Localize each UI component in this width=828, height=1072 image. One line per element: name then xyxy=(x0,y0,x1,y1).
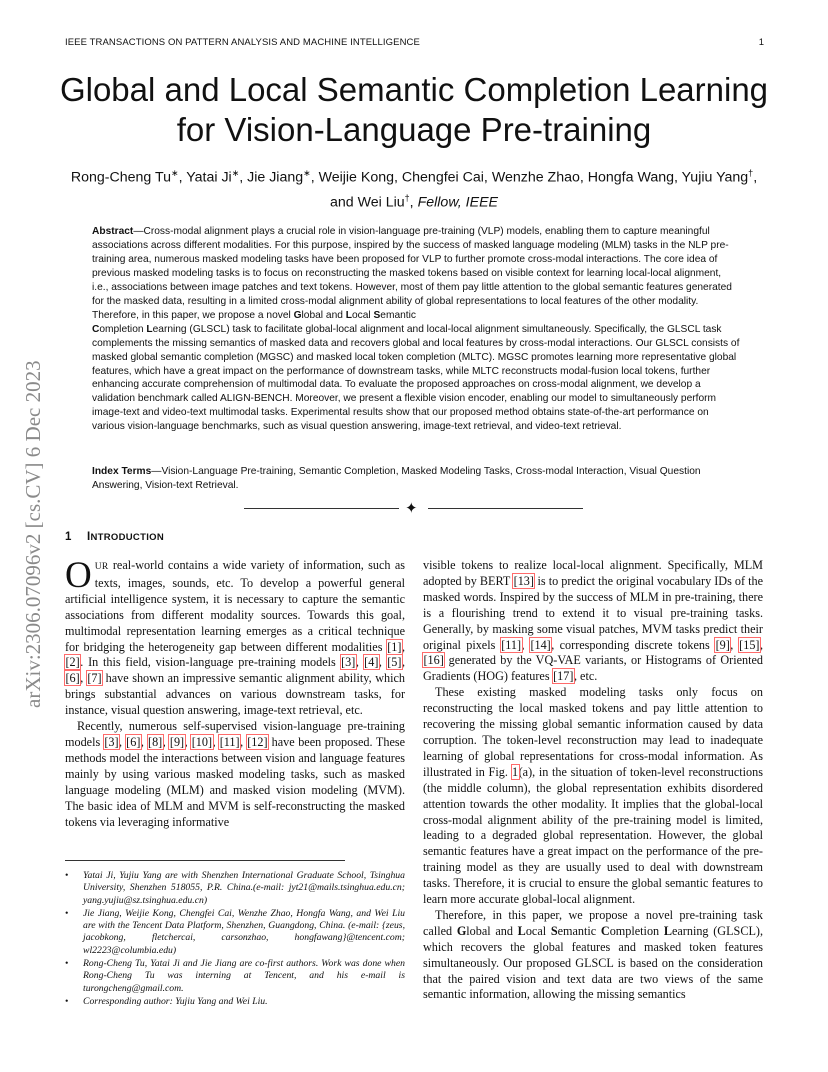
author-liu: and Wei Liu xyxy=(329,194,405,211)
footnote-rule xyxy=(65,860,345,861)
citation-link[interactable]: [5] xyxy=(387,655,402,670)
abstract-text-1: —Cross-modal alignment plays a crucial role in vision-language pre-training (VLP) models, enabling them to capture meaningful associations across different modalities. For this purpose, inspired by the success of masked language modeling (MLM) tasks in the NLP pre-training area, numerous masked modeling tasks have been proposed for VLP to further promote cross-modal interactions. The core idea of previous masked modeling tasks is to focus on reconstructing the masked tokens based on visible context for learning local-local alignment, i.e., associations between image patches and text tokens. However, most of them pay little attention to the global semantic features generated for the masked data, resulting in a limited cross-modal alignment ability of global representations to local features of the other modality. Therefore, in this paper, we propose a novel xyxy=(92,226,732,321)
journal-header: IEEE TRANSACTIONS ON PATTERN ANALYSIS AND MACHINE INTELLIGENCE xyxy=(65,37,420,48)
abstract-word-lobal: lobal and xyxy=(301,309,346,321)
citation-link[interactable]: [3] xyxy=(341,655,356,670)
figure-link[interactable]: 1 xyxy=(512,764,519,779)
footnote-text: Yatai Ji, Yujiu Yang are with Shenzhen International Graduate School, Tsinghua University, Shenzhen 518055, P.R. China.(e-mail: jyt21@mails.tsinghua.edu.cn; yang.yujiu@sz.tsinghua.edu.cn) xyxy=(83,870,405,906)
citation-link[interactable]: [17] xyxy=(553,669,574,684)
author-3: Jie Jiang xyxy=(247,169,304,186)
text-run: lobal and xyxy=(466,923,518,938)
text-run: Therefore, in this paper, we propose a novel pre-training task called xyxy=(423,907,763,938)
citation-link[interactable]: [9] xyxy=(169,734,185,749)
citation-link[interactable]: [15] xyxy=(739,637,760,652)
footnote xyxy=(65,996,405,1008)
footnote-text: Corresponding author: Yujiu Yang and Wei Liu. xyxy=(83,995,268,1007)
small-caps-word: UR xyxy=(94,562,109,572)
left-column xyxy=(65,555,406,830)
bullet: • xyxy=(65,907,69,919)
bold-letter: G xyxy=(456,923,467,938)
text-run: have been proposed. These methods model the interactions between vision and language features mainly by using various masked modeling tasks, such as masked language modeling (MLM) and masked vision modeling (MVM). The basic idea of MLM and MVM is self-reconstructing the masked tokens via leveraging informative xyxy=(65,734,406,829)
drop-cap: O xyxy=(65,555,92,596)
index-terms xyxy=(92,465,740,493)
citation-link[interactable]: [9] xyxy=(715,637,730,652)
text-run: These existing masked modeling tasks only focus on reconstructing the local masked tokens and pay little attention to recovering the missing global semantic information caused by data corruption. The token-level reconstruction may lead to inadequate learning of global representations for cross-modal information. As illustrated in Fig. xyxy=(423,685,763,779)
text-run: earning xyxy=(671,923,709,938)
abstract-word-emantic: emantic xyxy=(380,309,416,321)
intro-paragraph-5 xyxy=(423,908,763,1003)
abstract-letter-le: L xyxy=(146,323,153,335)
abstract-letter-l: L xyxy=(345,309,352,321)
citation-link[interactable]: [10] xyxy=(191,734,213,749)
footnote xyxy=(65,870,405,907)
bold-letter: S xyxy=(550,923,558,938)
bold-letter: L xyxy=(517,923,526,938)
paper-title xyxy=(40,70,788,150)
abstract-text-2: earning (GLSCL) task to facilitate global-local alignment and local-local alignment simultaneously. Specifically, the GLSCL task complements the missing semantics of masked data and recovers global and local features by cross-modal interactions. Our GLSCL consists of masked global semantic completion (MGSC) and masked local token completion (MLTC). MGSC promotes learning more representative global features, which have a great impact on the performance of downstream tasks, while MLTC reconstructs modal-fusion local tokens, further enhancing accurate comprehension of multimodal data. To evaluate the proposed approaches on cross-modal alignment, we develop a validation benchmark called ALIGN-BENCH. Moreover, we present a flexible vision encoder, enabling our model to simultaneously perform image-text and video-text multimodal tasks. Experimental results show that our proposed method obtains state-of-the-art performance on various vision-language benchmarks, such as visual question answering, image-text retrieval, and video-text retrieval. xyxy=(92,323,740,433)
text-run: emantic xyxy=(557,923,601,938)
text-run: have shown an impressive semantic alignment ability, which brings substantial advances on various downstream tasks, for instance, visual question answering, image-text retrieval, etc. xyxy=(65,671,406,718)
text-run: is to predict the original vocabulary IDs of the masked words. Inspired by the success of MLM in pre-training, there is a flourishing trend to extend it to visual pre-training tasks. Generally, by masking some visual patches, MVM tasks predict their original pixels xyxy=(423,573,763,652)
page-number: 1 xyxy=(758,37,764,48)
footnotes xyxy=(65,870,405,1009)
abstract xyxy=(92,225,740,434)
citation-link[interactable]: [6] xyxy=(65,671,80,686)
intro-paragraph-2: Recently, numerous self-supervised vision-language pre-training models [3], [6], [8], [9], [10], [11], [12] have been proposed. These methods model the interactions between vision and language features mainly by using various masked modeling tasks, such as masked language modeling (MLM) and masked vision modeling (MVM). The basic idea of MLM and MVM is self-reconstructing the masked tokens via leveraging informative xyxy=(65,719,406,829)
index-terms-label: Index Terms xyxy=(92,466,152,477)
text-run: (GLSCL), which recovers the global features and masked token features simultaneously. Our proposed GLSCL is based on the consideration that the paired vision and text data are two views of the same semantic information, allowing the missing semantics xyxy=(423,923,763,1002)
text-run: real-world contains a wide variety of information, such as texts, images, sounds, etc. To develop a powerful general artificial intelligence system, it is necessary to capture the semantic associations from different modality sources. Towards this goal, multimodal representation learning emerges as a critical technique for bridging the heterogeneity gap between different modalities xyxy=(65,558,405,654)
separator-diamond: ✦ xyxy=(405,499,418,517)
citation-link[interactable]: [16] xyxy=(423,653,444,668)
footnote xyxy=(65,908,405,957)
author-yang: Yang xyxy=(716,169,749,186)
text-run: ompletion xyxy=(609,923,664,938)
separator-left xyxy=(244,508,399,509)
citation-link[interactable]: [13] xyxy=(513,573,534,588)
text-run: , corresponding discrete tokens xyxy=(551,637,716,652)
citation-link[interactable]: [11] xyxy=(219,734,240,749)
arxiv-watermark xyxy=(18,290,48,710)
footnote-text: Rong-Cheng Tu, Yatai Ji and Jie Jiang are co-first authors. Work was done when Rong-Cheng Tu was interning at Tencent, and his e-mail is turongcheng@gmail.com. xyxy=(83,958,405,994)
citation-link[interactable]: [2] xyxy=(65,655,80,670)
author-list: Rong-Cheng Tu∗, Yatai Ji∗, Jie Jiang∗, Weijie Kong, Chengfei Cai, Wenzhe Zhao, Hongfa Wang, Yujiu Yang†, and Wei Liu†, Fellow, IEEE xyxy=(70,168,758,211)
text-run: generated by the VQ-VAE variants, or Histograms of Oriented Gradients (HOG) features xyxy=(423,653,763,684)
section-title-cap: I xyxy=(87,531,91,543)
intro-paragraph-4 xyxy=(423,685,763,908)
bullet: • xyxy=(65,870,69,881)
bullet: • xyxy=(65,958,69,970)
separator-right xyxy=(428,508,583,509)
bullet: • xyxy=(65,995,69,1007)
citation-link[interactable]: [11] xyxy=(501,637,522,652)
text-run: , etc. xyxy=(573,669,598,684)
index-terms-text: —Vision-Language Pre-training, Semantic Completion, Masked Modeling Tasks, Cross-modal Interaction, Visual Question Answering, Vision-text Retrieval. xyxy=(92,466,701,491)
footnote xyxy=(65,958,405,995)
title-line-1: Global and Local Semantic Completion Learning xyxy=(59,71,769,108)
title-line-2: for Vision-Language Pre-training xyxy=(176,111,652,148)
abstract-letter-g: G xyxy=(293,309,302,321)
abstract-word-ompletion: ompletion xyxy=(99,323,147,335)
abstract-word-ocal: ocal xyxy=(351,309,374,321)
citation-link[interactable]: [8] xyxy=(148,734,163,749)
citation-link[interactable]: [7] xyxy=(87,671,102,686)
citation-link[interactable]: [12] xyxy=(247,734,268,749)
section-heading xyxy=(65,531,164,543)
intro-paragraph-1: OUR real-world contains a wide variety of information, such as texts, images, sounds, etc. To develop a powerful general artificial intelligence system, it is necessary to capture the semantic associations from different modality sources. Towards this goal, multimodal representation learning emerges as a critical technique for bridging the heterogeneity gap between different modalities [1], [2]. In this field, vision-language pre-training models [3], [4], [5], [6], [7] have shown an impressive semantic alignment ability, which brings substantial advances on various downstream tasks, for instance, visual question answering, image-text retrieval, etc. xyxy=(65,555,406,718)
section-title-rest: NTRODUCTION xyxy=(90,532,164,543)
citation-link[interactable]: [1] xyxy=(387,639,402,654)
author-1: Rong-Cheng Tu xyxy=(70,169,172,186)
citation-link[interactable]: [6] xyxy=(126,734,141,749)
abstract-letter-s: S xyxy=(373,309,381,321)
author-group: Weijie Kong, Chengfei Cai, Wenzhe Zhao, Hongfa Wang, Yujiu xyxy=(318,169,713,186)
bold-letter: L xyxy=(663,923,672,938)
intro-paragraph-3: visible tokens to realize local-local alignment. Specifically, MLM adopted by BERT [13] is to predict the original vocabulary IDs of the masked words. Inspired by the success of MLM in pre-training, there is a flourishing trend to extend it to visual pre-training tasks. Generally, by masking some visual patches, MVM tasks predict their original pixels [11], [14], corresponding discrete tokens [9], [15], [16] generated by the VQ-VAE variants, or Histograms of Oriented Gradients (HOG) features [17], etc. xyxy=(423,558,764,684)
citation-link[interactable]: [14] xyxy=(530,637,551,652)
citation-link[interactable]: [4] xyxy=(364,655,379,670)
text-run: visible tokens to realize local-local alignment. Specifically, MLM adopted by BERT xyxy=(423,558,763,588)
citation-link[interactable]: [3] xyxy=(104,734,119,749)
section-number: 1 xyxy=(65,531,72,543)
right-column xyxy=(423,558,763,1003)
text-run: ocal xyxy=(525,923,551,938)
text-run: Recently, numerous self-supervised vision-language pre-training models xyxy=(65,719,405,749)
abstract-label: Abstract xyxy=(92,226,134,237)
text-run: (a), in the situation of token-level reconstructions (the middle column), the global representation exhibits disordered attention towards the other modality. It implies that the global-local cross-modal alignment ability of the pre-training model is limited, leading to a degraded global representation. However, the global semantic features have a great impact on the performance of the pre-training model as they are usually used to deal with downstream tasks. Therefore, it is crucial to ensure the global semantic features to learn more accurate global-local alignment. xyxy=(423,764,763,907)
text-run: . In this field, vision-language pre-training models xyxy=(80,655,341,670)
author-2: Yatai Ji xyxy=(186,169,232,186)
footnote-text: Jie Jiang, Weijie Kong, Chengfei Cai, Wenzhe Zhao, Hongfa Wang, and Wei Liu are with the Tencent Data Platform, Shenzhen, Guangdong, China. (e-mail: {zeus, jacobkong, fletchercai, carsonzhao, hongfawang}@tencent.com; wl2223@columbia.edu) xyxy=(83,907,405,956)
fellow-label: Fellow, IEEE xyxy=(417,194,498,211)
abstract-letter-c: C xyxy=(92,323,100,335)
bold-letter: C xyxy=(600,923,610,938)
arxiv-id: arXiv:2306.07096v2 [cs.CV] 6 Dec 2023 xyxy=(21,360,45,708)
